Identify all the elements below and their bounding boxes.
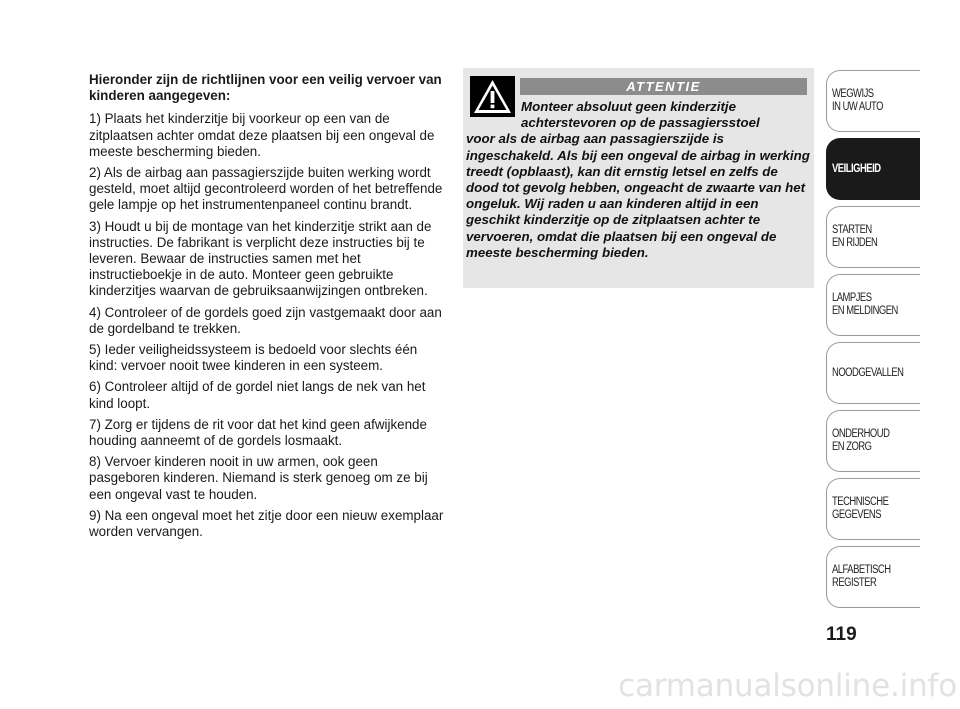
- tab-label: TECHNISCHE GEGEVENS: [832, 496, 889, 521]
- tab-wegwijs-in-uw-auto[interactable]: [826, 70, 920, 132]
- warning-box: [463, 68, 814, 288]
- tab-label: WEGWIJS IN UW AUTO: [832, 88, 883, 113]
- watermark: carmanualsonline.info: [618, 668, 957, 704]
- rule-item: 4) Controleer of de gordels goed zijn vastgemaakt door aan de gordelband te trekken.: [89, 304, 442, 336]
- rule-item: 6) Controleer altijd of de gordel niet langs de nek van het kind loopt.: [89, 379, 426, 411]
- warning-line-1: Monteer absoluut geen kinderzitje: [521, 99, 736, 114]
- intro-heading: Hieronder zijn de richtlijnen voor een veilig vervoer van kinderen aangegeven:: [89, 72, 442, 104]
- tab-alfabetisch-register[interactable]: [826, 546, 920, 608]
- tab-noodgevallen[interactable]: [826, 342, 920, 404]
- warning-text: [466, 99, 811, 261]
- tab-technische-gegevens[interactable]: [826, 478, 920, 540]
- tab-label: ONDERHOUD EN ZORG: [832, 428, 890, 453]
- rule-item: 1) Plaats het kinderzitje bij voorkeur op een van de zitplaatsen achter omdat deze plaatsen bij een ongeval de meeste bescherming bieden.: [89, 111, 435, 159]
- tab-veiligheid[interactable]: [826, 138, 920, 200]
- warning-line-2: achterstevoren op de passagiersstoel: [521, 115, 760, 131]
- tab-starten-en-rijden[interactable]: [826, 206, 920, 268]
- tab-label: STARTEN EN RIJDEN: [832, 224, 878, 249]
- tab-label: NOODGEVALLEN: [832, 366, 904, 379]
- tab-label: LAMPJES EN MELDINGEN: [832, 292, 898, 317]
- rules-list: [89, 111, 445, 540]
- rule-item: 2) Als de airbag aan passagierszijde buiten werking wordt gesteld, moet altijd gecontroleerd worden of het betreffende gele lampje op het instrumentenpaneel continu brandt.: [89, 165, 443, 213]
- tab-label: VEILIGHEID: [832, 162, 881, 175]
- rule-item: 9) Na een ongeval moet het zitje door een nieuw exemplaar worden vervangen.: [89, 507, 444, 540]
- page-number: 119: [826, 624, 857, 645]
- rule-item: 8) Vervoer kinderen nooit in uw armen, ook geen pasgeboren kinderen. Niemand is sterk genoeg om ze bij een ongeval vast te houden.: [89, 454, 428, 502]
- instructions-column: [89, 72, 445, 545]
- rule-item: 3) Houdt u bij de montage van het kinderzitje strikt aan de instructies. De fabrikant is verplicht deze instructies bij te leveren. Bewaar de instructies samen met het instructieboekje in de auto. Monteer geen gebruikte kinderzitjes waarvan de gebruiksaanwijzingen ontbreken.: [89, 218, 432, 299]
- rule-item: 5) Ieder veiligheidssysteem is bedoeld voor slechts één kind: vervoer nooit twee kinderen in een systeem.: [89, 342, 418, 374]
- tab-onderhoud-en-zorg[interactable]: [826, 410, 920, 472]
- warning-body: voor als de airbag aan passagierszijde is ingeschakeld. Als bij een ongeval de airbag in werking treedt (opblaast), kan dit ernstig letsel en zelfs de dood tot gevolg hebben, ongeacht de zwaarte van het ongeluk. Wij raden u aan kinderen altijd in een geschikt kinderzitje op de zitplaatsen achter te vervoeren, omdat die plaatsen bij een ongeval de meeste bescherming bieden.: [466, 131, 810, 260]
- tab-lampjes-en-meldingen[interactable]: [826, 274, 920, 336]
- tab-label: ALFABETISCH REGISTER: [832, 564, 891, 589]
- rule-item: 7) Zorg er tijdens de rit voor dat het kind geen afwijkende houding aanneemt of de gordels losmaakt.: [89, 416, 427, 449]
- warning-header: ATTENTIE: [520, 78, 807, 95]
- chapter-tabs: [826, 70, 920, 614]
